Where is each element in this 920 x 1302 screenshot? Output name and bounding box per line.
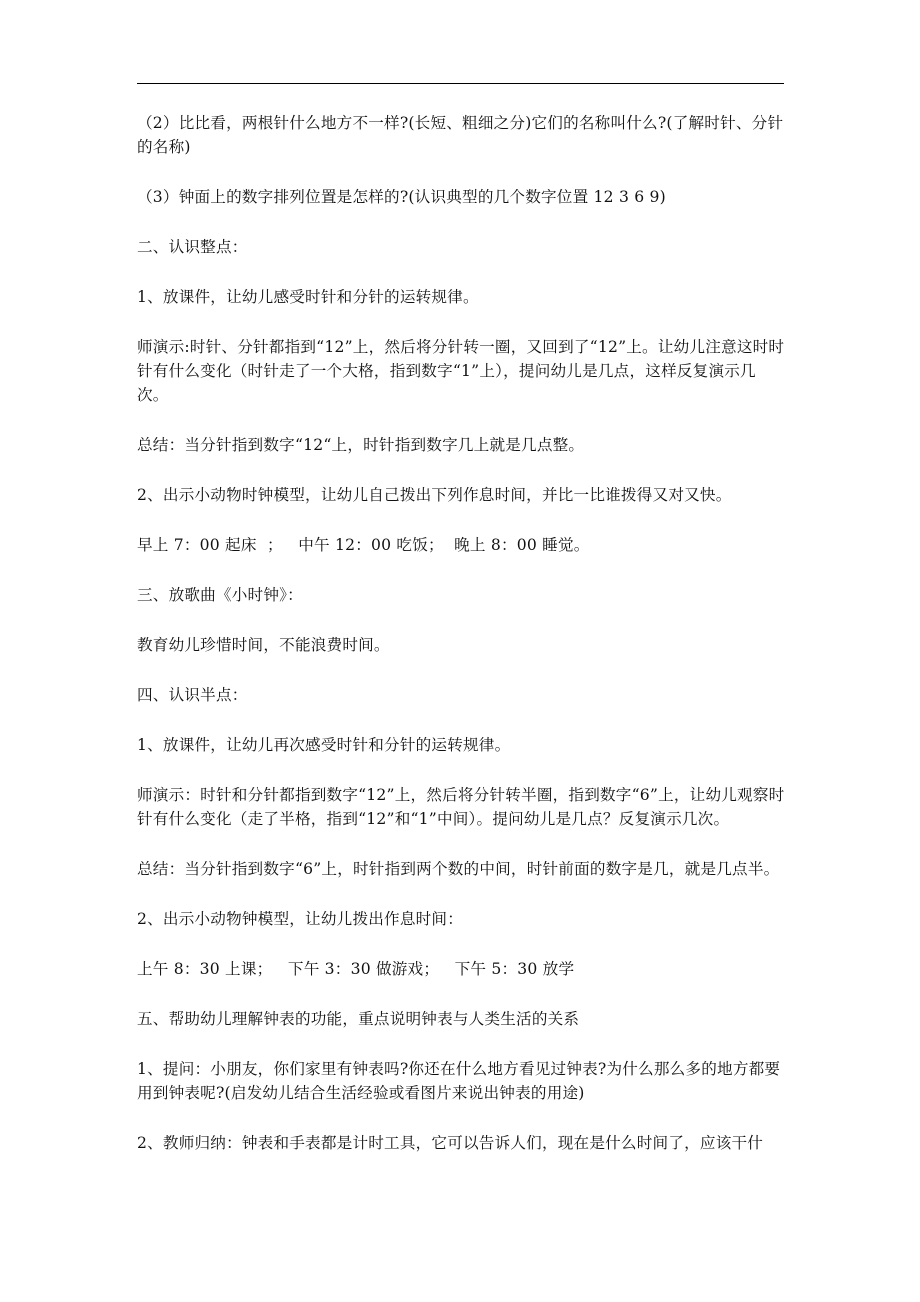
paragraph-question: 1、提问：小朋友，你们家里有钟表吗?你还在什么地方看见过钟表?为什么那么多的地方都要用到钟表呢?(启发幼儿结合生活经验或看图片来说出钟表的用途) xyxy=(137,1060,781,1102)
paragraph-clock-model-2: 2、出示小动物钟模型，让幼儿拨出作息时间： xyxy=(137,910,463,928)
header-rule xyxy=(137,83,784,84)
paragraph-teacher-demo-1: 师演示:时针、分针都指到“12”上，然后将分针转一圈，又回到了“12”上。让幼儿注意这时时针有什么变化（时针走了一个大格，指到数字“1”上），提问幼儿是几点，这样反复演示几次。 xyxy=(137,338,785,404)
paragraph-courseware-2: 1、放课件，让幼儿再次感受时针和分针的运转规律。 xyxy=(137,736,511,754)
section-heading-song: 三、放歌曲《小时钟》： xyxy=(137,586,303,604)
paragraph-education: 教育幼儿珍惜时间，不能浪费时间。 xyxy=(137,636,390,654)
paragraph-compare-hands: （2）比比看，两根针什么地方不一样?(长短、粗细之分)它们的名称叫什么?(了解时针、分针的名称) xyxy=(137,114,784,156)
paragraph-courseware-1: 1、放课件，让幼儿感受时针和分针的运转规律。 xyxy=(137,288,479,306)
paragraph-teacher-summary: 2、教师归纳：钟表和手表都是计时工具，它可以告诉人们，现在是什么时间了，应该干什 xyxy=(137,1134,764,1152)
paragraph-summary-2: 总结：当分针指到数字“6”上，时针指到两个数的中间，时针前面的数字是几，就是几点半。 xyxy=(137,860,780,878)
paragraph-clock-model-1: 2、出示小动物时钟模型，让幼儿自己拨出下列作息时间，并比一比谁拨得又对又快。 xyxy=(137,486,732,504)
paragraph-schedule-2: 上午 8：30 上课； 下午 3：30 做游戏； 下午 5：30 放学 xyxy=(137,960,575,978)
section-heading-whole-hour: 二、认识整点： xyxy=(137,238,248,256)
paragraph-number-positions: （3）钟面上的数字排列位置是怎样的?(认识典型的几个数字位置 12 3 6 9) xyxy=(137,188,666,206)
document-body xyxy=(137,111,785,1181)
section-heading-clock-function: 五、帮助幼儿理解钟表的功能，重点说明钟表与人类生活的关系 xyxy=(137,1010,580,1028)
paragraph-summary-1: 总结：当分针指到数字“12“上，时针指到数字几上就是几点整。 xyxy=(137,436,585,454)
paragraph-schedule-1: 早上 7：00 起床 ； 中午 12：00 吃饭； 晚上 8：00 睡觉。 xyxy=(137,536,590,554)
section-heading-half-hour: 四、认识半点： xyxy=(137,686,248,704)
paragraph-teacher-demo-2: 师演示：时针和分针都指到数字“12”上，然后将分针转半圈，指到数字“6”上，让幼儿观察时针有什么变化（走了半格，指到“12”和“1”中间）。提问幼儿是几点？反复演示几次。 xyxy=(137,786,785,828)
